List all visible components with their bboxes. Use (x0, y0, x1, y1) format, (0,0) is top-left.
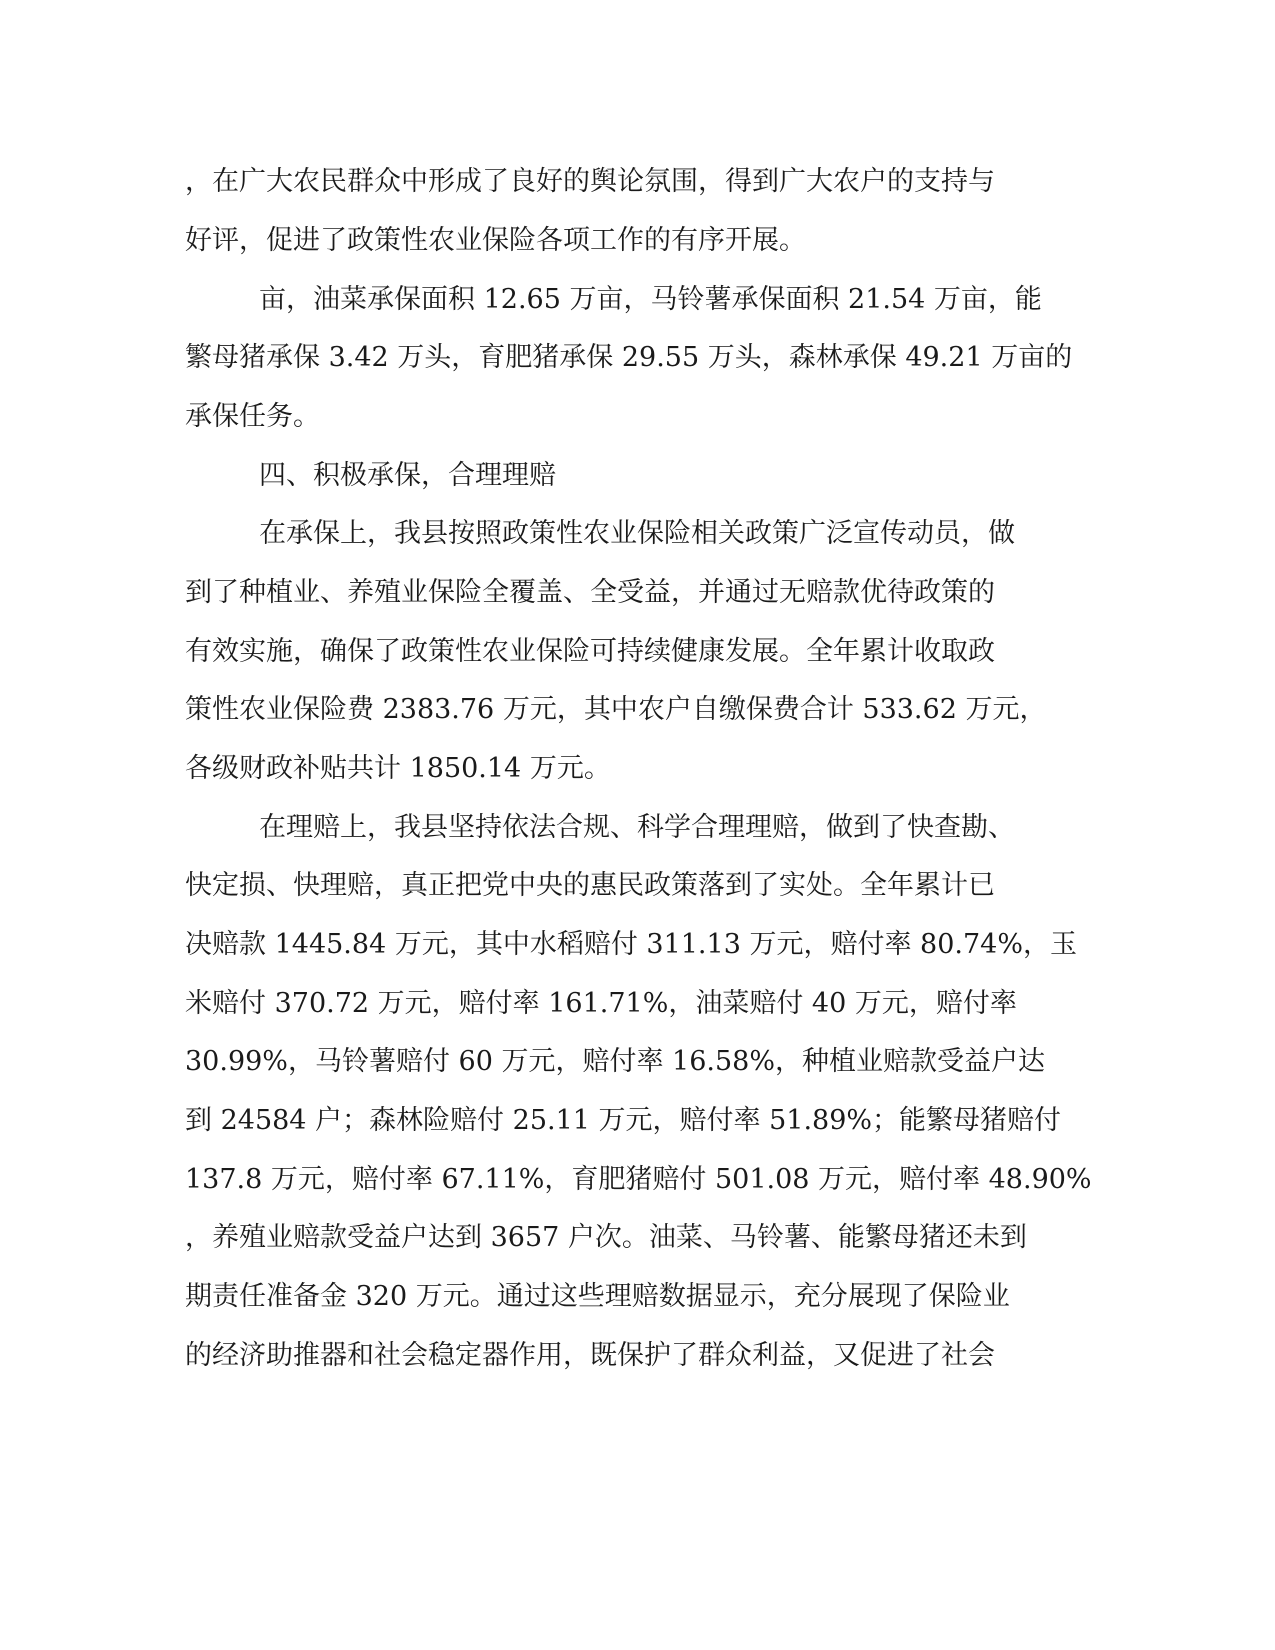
paragraph-line: 好评，促进了政策性农业保险各项工作的有序开展。 (185, 225, 806, 256)
paragraph-line: 米赔付 370.72 万元，赔付率 161.71%，油菜赔付 40 万元，赔付率 (185, 988, 1017, 1019)
paragraph-line: 快定损、快理赔，真正把党中央的惠民政策落到了实处。全年累计已 (185, 870, 995, 901)
paragraph-line: 承保任务。 (185, 401, 320, 432)
paragraph-line: 到了种植业、养殖业保险全覆盖、全受益，并通过无赔款优待政策的 (185, 577, 995, 608)
paragraph-line: ，在广大农民群众中形成了良好的舆论氛围，得到广大农户的支持与 (185, 166, 995, 197)
paragraph-line: 各级财政补贴共计 1850.14 万元。 (185, 753, 611, 784)
paragraph-line: 137.8 万元，赔付率 67.11%，育肥猪赔付 501.08 万元，赔付率 48.90% (185, 1164, 1092, 1195)
section-heading: 四、积极承保，合理理赔 (259, 460, 556, 491)
paragraph-line: 的经济助推器和社会稳定器作用，既保护了群众利益，又促进了社会 (185, 1340, 995, 1371)
paragraph-line: 到 24584 户；森林险赔付 25.11 万元，赔付率 51.89%；能繁母猪赔付 (185, 1105, 1062, 1136)
paragraph-line: 繁母猪承保 3.42 万头，育肥猪承保 29.55 万头，森林承保 49.21 万亩的 (185, 342, 1073, 373)
paragraph-line: ，养殖业赔款受益户达到 3657 户次。油菜、马铃薯、能繁母猪还未到 (185, 1222, 1027, 1253)
paragraph-line: 亩，油菜承保面积 12.65 万亩，马铃薯承保面积 21.54 万亩，能 (259, 284, 1042, 315)
paragraph-line: 在承保上，我县按照政策性农业保险相关政策广泛宣传动员，做 (259, 518, 1015, 549)
paragraph-line: 有效实施，确保了政策性农业保险可持续健康发展。全年累计收取政 (185, 636, 995, 667)
paragraph-line: 决赔款 1445.84 万元，其中水稻赔付 311.13 万元，赔付率 80.74%，玉 (185, 929, 1077, 960)
paragraph-line: 30.99%，马铃薯赔付 60 万元，赔付率 16.58%，种植业赔款受益户达 (185, 1046, 1046, 1077)
paragraph-line: 策性农业保险费 2383.76 万元，其中农户自缴保费合计 533.62 万元， (185, 694, 1047, 725)
paragraph-line: 在理赔上，我县坚持依法合规、科学合理理赔，做到了快查勘、 (259, 812, 1015, 843)
paragraph-line: 期责任准备金 320 万元。通过这些理赔数据显示，充分展现了保险业 (185, 1281, 1010, 1312)
